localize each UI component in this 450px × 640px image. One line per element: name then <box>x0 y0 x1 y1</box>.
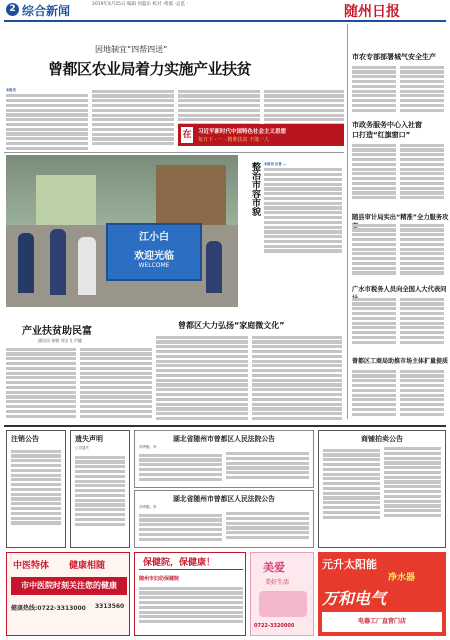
section-divider <box>4 425 446 427</box>
beauty-ad-sub: 美好生活 <box>265 579 290 586</box>
beauty-ad-brand: 美爱 <box>263 561 285 574</box>
maternity-ad-sub: 随州市妇幼保健院 <box>139 576 180 582</box>
maternity-ad-rule <box>139 569 243 570</box>
photo-person-4 <box>206 241 222 293</box>
poverty-story-byline: 通讯员 张敏 刘宝飞 芦婕 <box>38 338 82 343</box>
right-story2-col1 <box>352 142 396 204</box>
court-notice-1-sub: 刘秀刚、李 <box>139 445 157 449</box>
photo-caption-lead: 本报讯 记者 ... <box>264 162 287 166</box>
section-title: 综合新闻 <box>22 4 71 18</box>
loss-notice-sub: 公司遗失 <box>75 446 89 450</box>
right-story3-col2 <box>400 222 444 278</box>
court-notice-1 <box>134 430 314 488</box>
court-notice-2 <box>134 490 314 548</box>
hospital-tag1: 中医特体 <box>13 561 50 571</box>
hospital-tag2: 健康相随 <box>69 561 106 571</box>
sign-welcome-en: WELCOME <box>138 262 170 269</box>
cancel-notice-body <box>11 448 61 546</box>
right-story5-title: 曾都区工商局助推市场主体扩量提质 <box>352 358 449 365</box>
appliance-ad-line1: 元升太阳能 <box>322 558 377 571</box>
right-story4-title: 广水市税务人员向全国人大代表问 <box>352 286 447 293</box>
right-story3-col1 <box>352 222 396 278</box>
court-notice-2-sub: 刘秀刚、李 <box>139 505 157 509</box>
loss-notice-box <box>70 430 130 548</box>
court-notice-1-title: 湖北省随州市曾都区人民法院公告 <box>173 435 275 443</box>
page-number-badge: 2 <box>6 3 19 16</box>
divider <box>4 152 344 153</box>
maternity-ad <box>134 552 246 636</box>
family-culture-title: 曾都区大力弘扬“家庭微文化” <box>178 321 285 330</box>
appliance-ad-brand: 万和电气 <box>322 589 387 608</box>
right-story4-col2 <box>400 296 444 348</box>
right-story2-title: 市政务服务中心入社窗口打造“红旗窗口” <box>352 121 422 139</box>
photo-vertical-caption: 整治市容市貌 <box>250 162 260 216</box>
cancel-notice-box <box>6 430 66 548</box>
photo-storefront <box>36 175 96 225</box>
maternity-ad-body <box>139 585 243 633</box>
loss-notice-title: 遗失声明 <box>75 435 103 443</box>
court-notice-1-body <box>139 452 309 488</box>
court-notice-2-title: 湖北省随州市曾都区人民法院公告 <box>173 495 275 503</box>
right-story1-col1 <box>352 64 396 116</box>
right-story1-col2 <box>400 64 444 116</box>
right-story2-col2 <box>400 142 444 204</box>
appliance-ad-line2: 净水器 <box>388 573 416 583</box>
header-rule <box>4 20 446 22</box>
hospital-phone-2: 3313560 <box>95 603 125 610</box>
appliance-ad <box>318 552 446 636</box>
photo-sign-board <box>106 223 202 281</box>
beauty-ad <box>250 552 314 636</box>
lead-kicker: 因地制宜“四帮四送” <box>95 45 168 54</box>
family-culture-col2 <box>252 334 342 426</box>
beauty-ad-image <box>259 591 307 617</box>
right-story1-title: 市农专部部署城气安全生产 <box>352 53 436 61</box>
policy-banner <box>178 124 344 146</box>
poverty-body-col1 <box>6 346 76 424</box>
news-photo <box>6 155 238 307</box>
right-story5-col2 <box>400 368 444 420</box>
auction-notice-body <box>323 447 441 545</box>
right-story4-col1 <box>352 296 396 348</box>
banner-seal-icon: 在 <box>181 127 193 143</box>
lead-body-col2 <box>92 88 174 150</box>
court-notice-2-body <box>139 512 309 548</box>
sign-brand: 江小白 <box>139 232 169 243</box>
photo-building <box>156 165 226 225</box>
poverty-story-title: 产业扶贫助民富 <box>22 326 92 337</box>
photo-person-1 <box>18 233 34 293</box>
maternity-ad-title: 保健院，保健康！ <box>143 558 216 568</box>
sign-welcome: 欢迎光临 <box>134 251 174 262</box>
photo-caption-text <box>264 162 342 262</box>
appliance-ad-tag: 电器工厂直营门店 <box>322 612 442 632</box>
hospital-main-slogan: 市中医院时刻关注您的健康 <box>11 577 127 595</box>
auction-notice-box <box>318 430 446 548</box>
hospital-ad <box>6 552 130 636</box>
lead-body-col1 <box>6 88 88 150</box>
lead-headline: 曾都区农业局着力实施产业扶贫 <box>48 60 252 78</box>
hospital-phone: 健康热线:0722-3313000 <box>11 605 86 612</box>
loss-notice-body <box>75 454 125 546</box>
photo-person-3 <box>78 237 96 295</box>
photo-person-2 <box>50 229 66 295</box>
banner-title: 习近平新时代中国特色社会主义思想 <box>198 129 287 135</box>
cancel-notice-title: 注销公告 <box>11 435 39 443</box>
auction-notice-title: 商铺拍卖公告 <box>361 435 403 443</box>
right-story3-title: 随县审计局实出“精准”全力服务攻 <box>352 214 449 221</box>
right-story5-col1 <box>352 368 396 420</box>
beauty-ad-phone: 0722-3320000 <box>254 623 295 629</box>
issue-meta: 2019年4月25日 编辑 何蕴乐 校对 ·组版 ·总监 · <box>92 2 188 7</box>
poverty-body-col2 <box>80 346 152 424</box>
column-divider <box>347 24 348 419</box>
masthead-logo: 随州日报 <box>344 4 400 20</box>
banner-subtitle: 每日下 · 一 · 精准扶贫 不落一人 <box>198 137 270 143</box>
family-culture-col1 <box>156 334 248 426</box>
lead-byline: 本报讯 <box>6 88 16 92</box>
